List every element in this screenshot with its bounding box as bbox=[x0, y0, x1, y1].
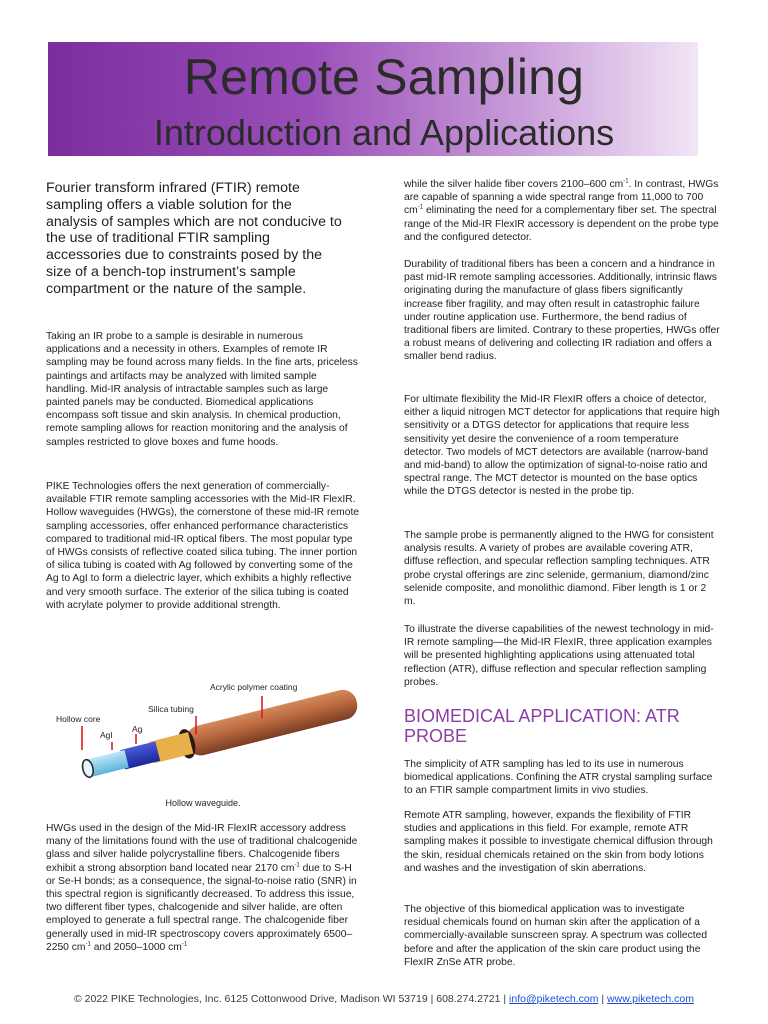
email-link[interactable]: info@piketech.com bbox=[509, 993, 599, 1005]
page-subtitle: Introduction and Applications bbox=[153, 112, 615, 153]
hwg-paragraph: PIKE Technologies offers the next generation of commercially-available FTIR remote sampling accessories with the Mid-IR FlexIR. Hollow waveguides (HWGs), the cornerstone of these mid-IR remote sampling accessories, offer enhanced performance characteristics compared to traditional mid-IR optical fibers. The most popular type of HWGs consists of reflective coated silica tubing. The inner portion of silica tubing is coated with Ag followed by converting some of the Ag to AgI to form a dielectric layer, which exhibits a highly reflective and very smooth surface. The exterior of the silica tubing is coated with acrylate polymer to provide additional strength. bbox=[46, 481, 360, 611]
durability-paragraph: Durability of traditional fibers has been a concern and a hindrance in past mid-IR remote sampling accessories. Additionally, intrinsic flaws originating during the manufacture of glass fibers significantly increase fiber fragility, and may often result in catastrophic failure under routine application use. Furthermore, the bend radius of traditional fibers are limited. Contrary to these properties, HWGs offer a robust means of delivering and collecting IR radiation and offers a smaller bend radius. bbox=[404, 259, 720, 363]
acrylic-layer-shape bbox=[183, 687, 360, 758]
probe-paragraph: The sample probe is permanently aligned to the HWG for consistent analysis results. A variety of probes are available covering ATR, diffuse reflection, and specular reflection sampling techniques. ATR probe crystal offerings are zinc selenide, germanium, diamond/zinc selenide composite, and monolithic diamond. Fiber length is 1 or 2 m. bbox=[404, 530, 714, 608]
lead-paragraph: Fourier transform infrared (FTIR) remote sampling offers a viable solution for the analysis of samples which are not conducive to the use of traditional FTIR sampling accessories due to constraints posed by the size of a bench-top instrument’s sample compartment or the nature of the sample. bbox=[46, 180, 342, 297]
detector-paragraph: For ultimate flexibility the Mid-IR FlexIR offers a choice of detector, either a liquid nitrogen MCT detector for applications that require high sensitivity or a DTGS detector for applications that require less sensitivity yet desire the convenience of a room temperature detector. Two models of MCT detectors are available (narrow-band and mid-band) to allow the optimization of signal-to-noise ratio and spectral range. The MCT detector is mounted on the base optics while the DTGS detector is nested in the probe tip. bbox=[404, 394, 720, 498]
label-acrylic: Acrylic polymer coating bbox=[210, 682, 298, 692]
website-link[interactable]: www.piketech.com bbox=[607, 993, 694, 1005]
spectral-range-paragraph: while the silver halide fiber covers 2100–600 $cm^{-1}$. In contrast, HWGs are capable of spanning a wide spectral range from 11,000 to 700 $cm^{-1}$ eliminating the need for a complementary fiber set. The spectral range of the Mid-IR FlexIR accessory is dependent on the probe type and the configured detector. bbox=[404, 178, 719, 243]
section-heading-biomedical: BIOMEDICAL APPLICATION: ATR PROBE bbox=[404, 706, 680, 746]
page-footer bbox=[0, 993, 768, 1005]
intro-paragraph: Taking an IR probe to a sample is desirable in numerous applications and a necessity in others. Examples of remote IR sampling may be found across many fields. In the fine arts, priceless paintings and artifacts may be analyzed with limited sample handling. Mid-IR analysis of intractable samples such as large painted panels may be conducted. Biomedical applications encompass soft tissue and skin analysis. In chemical production, remote sampling allows for reaction monitoring and the analysis of samples restricted to glove boxes and fume hoods. bbox=[46, 331, 358, 448]
label-ag: Ag bbox=[132, 724, 143, 734]
atr-simplicity-paragraph: The simplicity of ATR sampling has led to its use in numerous biomedical applications. Confining the ATR crystal sampling surface to an FTIR sample compartment limits in vivo studies. bbox=[404, 759, 713, 797]
figure-caption: Hollow waveguide. bbox=[165, 798, 241, 808]
footer-text: © 2022 PIKE Technologies, Inc. 6125 Cottonwood Drive, Madison WI 53719 | 608.274.2721 | bbox=[74, 993, 510, 1005]
label-silica: Silica tubing bbox=[148, 704, 194, 714]
remote-atr-paragraph: Remote ATR sampling, however, expands the flexibility of FTIR studies and applications in this field. For example, remote ATR sampling makes it possible to investigate chemical diffusion through the skin, residual chemicals retained on the skin from body lotions and washes and the investigation of skin aberrations. bbox=[404, 810, 713, 874]
footer-separator: | bbox=[598, 993, 608, 1005]
applications-paragraph: To illustrate the diverse capabilities of the newest technology in mid-IR remote sampling—the Mid-IR FlexIR, three application examples will be presented highlighting applications using attenuated total reflection (ATR), diffuse reflection and specular reflection sampling probes. bbox=[404, 624, 714, 688]
page-title: Remote Sampling bbox=[183, 49, 585, 105]
label-hollow-core: Hollow core bbox=[56, 714, 101, 724]
hollow-waveguide-figure bbox=[46, 668, 360, 788]
label-agi: AgI bbox=[100, 730, 113, 740]
objective-paragraph: The objective of this biomedical application was to investigate residual chemicals found on human skin after the application of a commercially-available sunscreen spray. A spectrum was collected before and after the application of the skin care product using the FlexIR ZnSe ATR probe. bbox=[404, 904, 708, 968]
limitations-paragraph: HWGs used in the design of the Mid-IR FlexIR accessory address many of the limitations found with the use of traditional chalcogenide glass and silver halide polycrystalline fibers. Chalcogenide fibers exhibit a strong absorption band located near 2170 $cm^{-1}$ due to S-H or Se-H bonds; as a consequence, the signal-to-noise ratio (SNR) in this spectral region is significantly decreased. To address this issue, two different fiber types, chalcogenide and silver halide, are often employed to generate a full spectral range. The chalcogenide fiber generally used in mid-IR spectroscopy covers approximately 6500–2250 $cm^{-1}$ and 2050–1000 $cm^{-1}$ bbox=[46, 823, 358, 953]
